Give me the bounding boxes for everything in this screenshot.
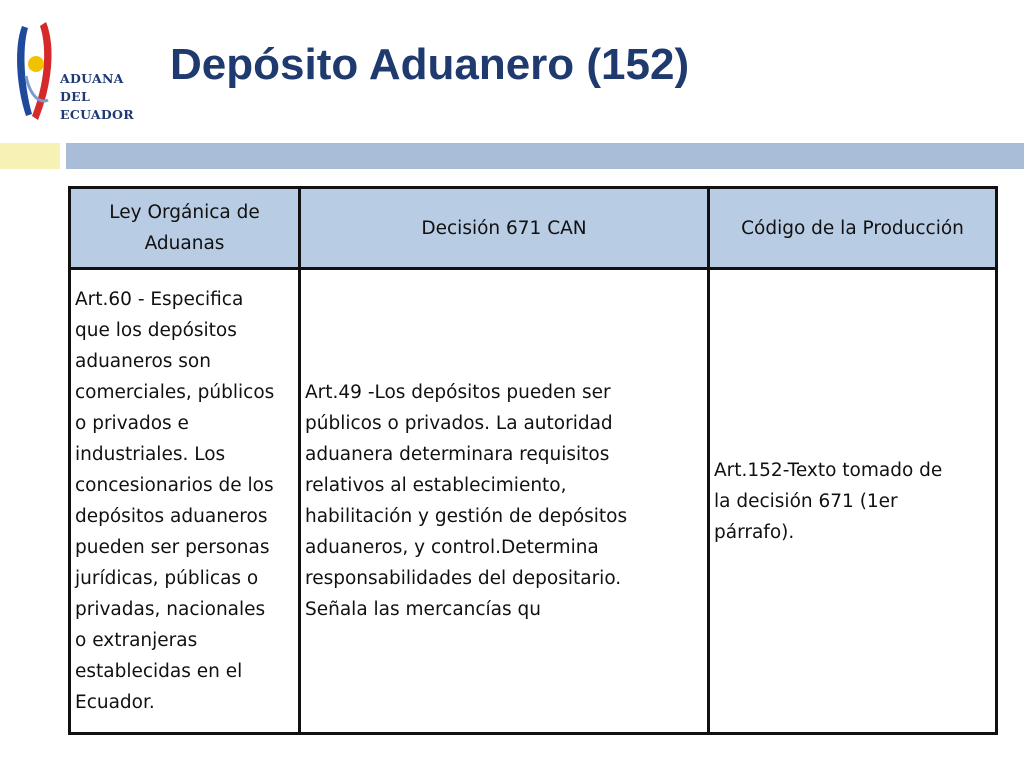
aduana-emblem-icon (12, 16, 60, 128)
cell-decision-671: Art.49 -Los depósitos pueden ser públicos o privados. La autoridad aduanera determinara requisitos relativos al establecimiento, habilitación y gestión de depósitos aduaneros, y control.Determina responsabilidades del depositario. Señala las mercancías qu (300, 269, 709, 734)
header-ley-organica: Ley Orgánica de Aduanas (70, 188, 300, 269)
logo-line-3: ECUADOR (60, 107, 134, 122)
logo-line-1: ADUANA (60, 71, 124, 86)
aduana-logo (8, 12, 148, 132)
header-decision-671: Decisión 671 CAN (300, 188, 709, 269)
table-row (70, 269, 997, 734)
header-codigo-produccion: Código de la Producción (709, 188, 997, 269)
logo-line-2: DEL (60, 89, 91, 104)
comparison-table (68, 186, 998, 735)
accent-bar-yellow (0, 143, 60, 169)
slide-title: Depósito Aduanero (152) (170, 40, 690, 89)
logo-text (60, 70, 134, 124)
accent-bar-blue (66, 143, 1024, 169)
table-header-row (70, 188, 997, 269)
cell-codigo-produccion: Art.152-Texto tomado de la decisión 671 (1er párrafo). (709, 269, 997, 734)
cell-ley-organica: Art.60 - Especifica que los depósitos aduaneros son comerciales, públicos o privados e industriales. Los concesionarios de los depósitos aduaneros pueden ser personas jurídicas, públicas o privadas, nacionales o extranjeras establecidas en el Ecuador. (70, 269, 300, 734)
